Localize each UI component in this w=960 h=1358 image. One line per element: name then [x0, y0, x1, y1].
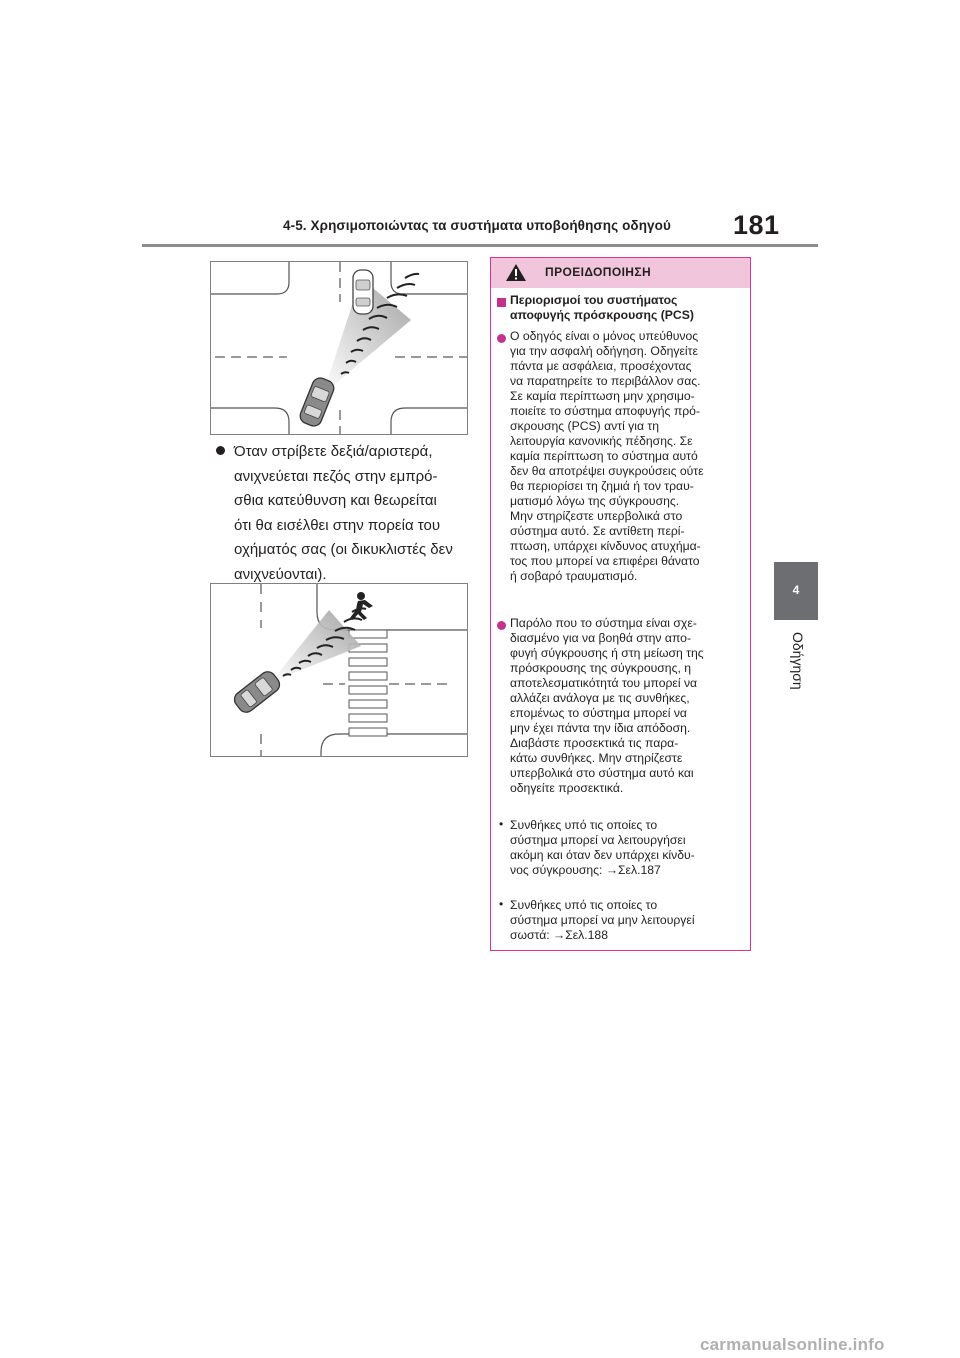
watermark-url: carmanualsonline.info: [700, 1335, 885, 1354]
warning-text-line: λειτουργία κανονικής πέδησης. Σε: [510, 434, 693, 448]
page-reference-link[interactable]: νος σύγκρουσης: →Σελ.187: [510, 863, 661, 877]
chapter-number: 4: [792, 583, 800, 597]
paragraph-line: Όταν στρίβετε δεξιά/αριστερά,: [234, 443, 433, 460]
warning-heading-line: Περιορισμοί του συστήματος: [510, 293, 678, 307]
warning-text-line: τος που μπορεί να επιφέρει θάνατο: [510, 554, 700, 568]
section-title: 4-5. Χρησιμοποιώντας τα συστήματα υποβοήθησης οδηγού: [283, 218, 671, 233]
intersection-turn-illustration: [210, 261, 468, 435]
warning-text-line: ματισμό λόγω της σύγκρουσης.: [510, 494, 680, 508]
warning-text-line: ή σοβαρό τραυματισμό.: [510, 569, 638, 583]
warning-text-line: αποτελεσματικότητά του μπορεί να: [510, 676, 698, 690]
warning-triangle-icon: [505, 263, 527, 282]
warning-text-line: ποιείτε το σύστημα αποφυγής πρό-: [510, 404, 700, 418]
warning-text-line: Διαβάστε προσεκτικά τις παρα-: [510, 736, 679, 750]
page-number: 181: [733, 210, 780, 240]
warning-text-line: Συνθήκες υπό τις οποίες το: [510, 898, 658, 912]
chapter-tab: [774, 562, 818, 620]
paragraph-line: οχήματός σας (οι δικυκλιστές δεν: [234, 541, 453, 558]
round-bullet-icon: [497, 621, 506, 630]
paragraph-line: ανιχνεύεται πεζός στην εμπρό-: [234, 467, 438, 485]
warning-text-line: πρόσκρουσης της σύγκρουσης, η: [510, 661, 691, 675]
warning-text-line: Ο οδηγός είναι ο μόνος υπεύθυνος: [510, 329, 699, 343]
paragraph-line: σθια κατεύθυνση και θεωρείται: [234, 492, 437, 509]
warning-text-line: πτωση, υπάρχει κίνδυνος ατυχήμα-: [510, 539, 701, 553]
chapter-label: Οδήγηση: [790, 632, 806, 690]
bullet-icon: [216, 446, 225, 455]
paragraph-line: ότι θα εισέλθει στην πορεία του: [234, 516, 441, 534]
paragraph-line: ανιχνεύονται).: [234, 565, 327, 583]
warning-text-line: δεν θα αποτρέψει συγκρούσεις ούτε: [510, 464, 704, 478]
warning-title: ΠΡΟΕΙΔΟΠΟΙΗΣΗ: [545, 265, 652, 279]
pedestrian-detection-paragraph: [214, 440, 466, 587]
warning-heading-line: αποφυγής πρόσκρουσης (PCS): [510, 308, 694, 322]
warning-text-line: σκρουσης (PCS) αντί για τη: [510, 419, 659, 433]
warning-text-line: Μην στηρίζεστε υπερβολικά στο: [510, 509, 683, 523]
dot-bullet-icon: •: [499, 817, 504, 831]
warning-text-line: Σε καμία περίπτωση μην χρησιμο-: [510, 389, 695, 403]
warning-text-line: για την ασφαλή οδήγηση. Οδηγείτε: [510, 344, 698, 358]
warning-text-line: να παρατηρείτε το περιβάλλον σας.: [510, 374, 701, 388]
warning-text-line: κάτω συνθήκες. Μην στηρίζεστε: [510, 751, 683, 765]
warning-text-line: καμία περίπτωση το σύστημα αυτό: [510, 449, 698, 463]
warning-text-line: πάντα με ασφάλεια, προσέχοντας: [510, 359, 692, 373]
warning-text-line: αλλάζει ανάλογα με τις συνθήκες,: [510, 691, 690, 705]
warning-text-line: διασμένο για να βοηθά στην απο-: [510, 631, 692, 645]
warning-box: [490, 257, 751, 951]
warning-text-line: οδηγείτε προσεκτικά.: [510, 781, 624, 795]
warning-text-line: Συνθήκες υπό τις οποίες το: [510, 818, 658, 832]
warning-text-line: υπερβολικά στο σύστημα αυτό και: [510, 766, 694, 780]
warning-header: [491, 258, 750, 288]
warning-text-line: θα περιορίσει τη ζημιά ή τον τραυ-: [510, 479, 694, 493]
warning-text-line: σύστημα μπορεί να μην λειτουργεί: [510, 913, 695, 927]
warning-text-line: Παρόλο που το σύστημα είναι σχε-: [510, 616, 697, 630]
dot-bullet-icon: •: [499, 897, 504, 911]
warning-text-line: φυγή σύγκρουσης ή στη μείωση της: [510, 646, 704, 660]
square-bullet-icon: [497, 298, 506, 307]
warning-text-line: σύστημα μπορεί να λειτουργήσει: [510, 833, 686, 847]
warning-text-line: ακόμη και όταν δεν υπάρχει κίνδυ-: [510, 848, 695, 862]
warning-text-line: μην έχει πάντα την ίδια απόδοση.: [510, 721, 691, 735]
round-bullet-icon: [497, 334, 506, 343]
header-divider: [142, 244, 818, 247]
warning-text-line: επομένως το σύστημα μπορεί να: [510, 706, 687, 720]
warning-text-line: σύστημα αυτό. Σε αντίθετη περί-: [510, 524, 685, 538]
page-reference-link[interactable]: σωστά: →Σελ.188: [510, 928, 608, 942]
pedestrian-crossing-illustration: [210, 583, 468, 757]
